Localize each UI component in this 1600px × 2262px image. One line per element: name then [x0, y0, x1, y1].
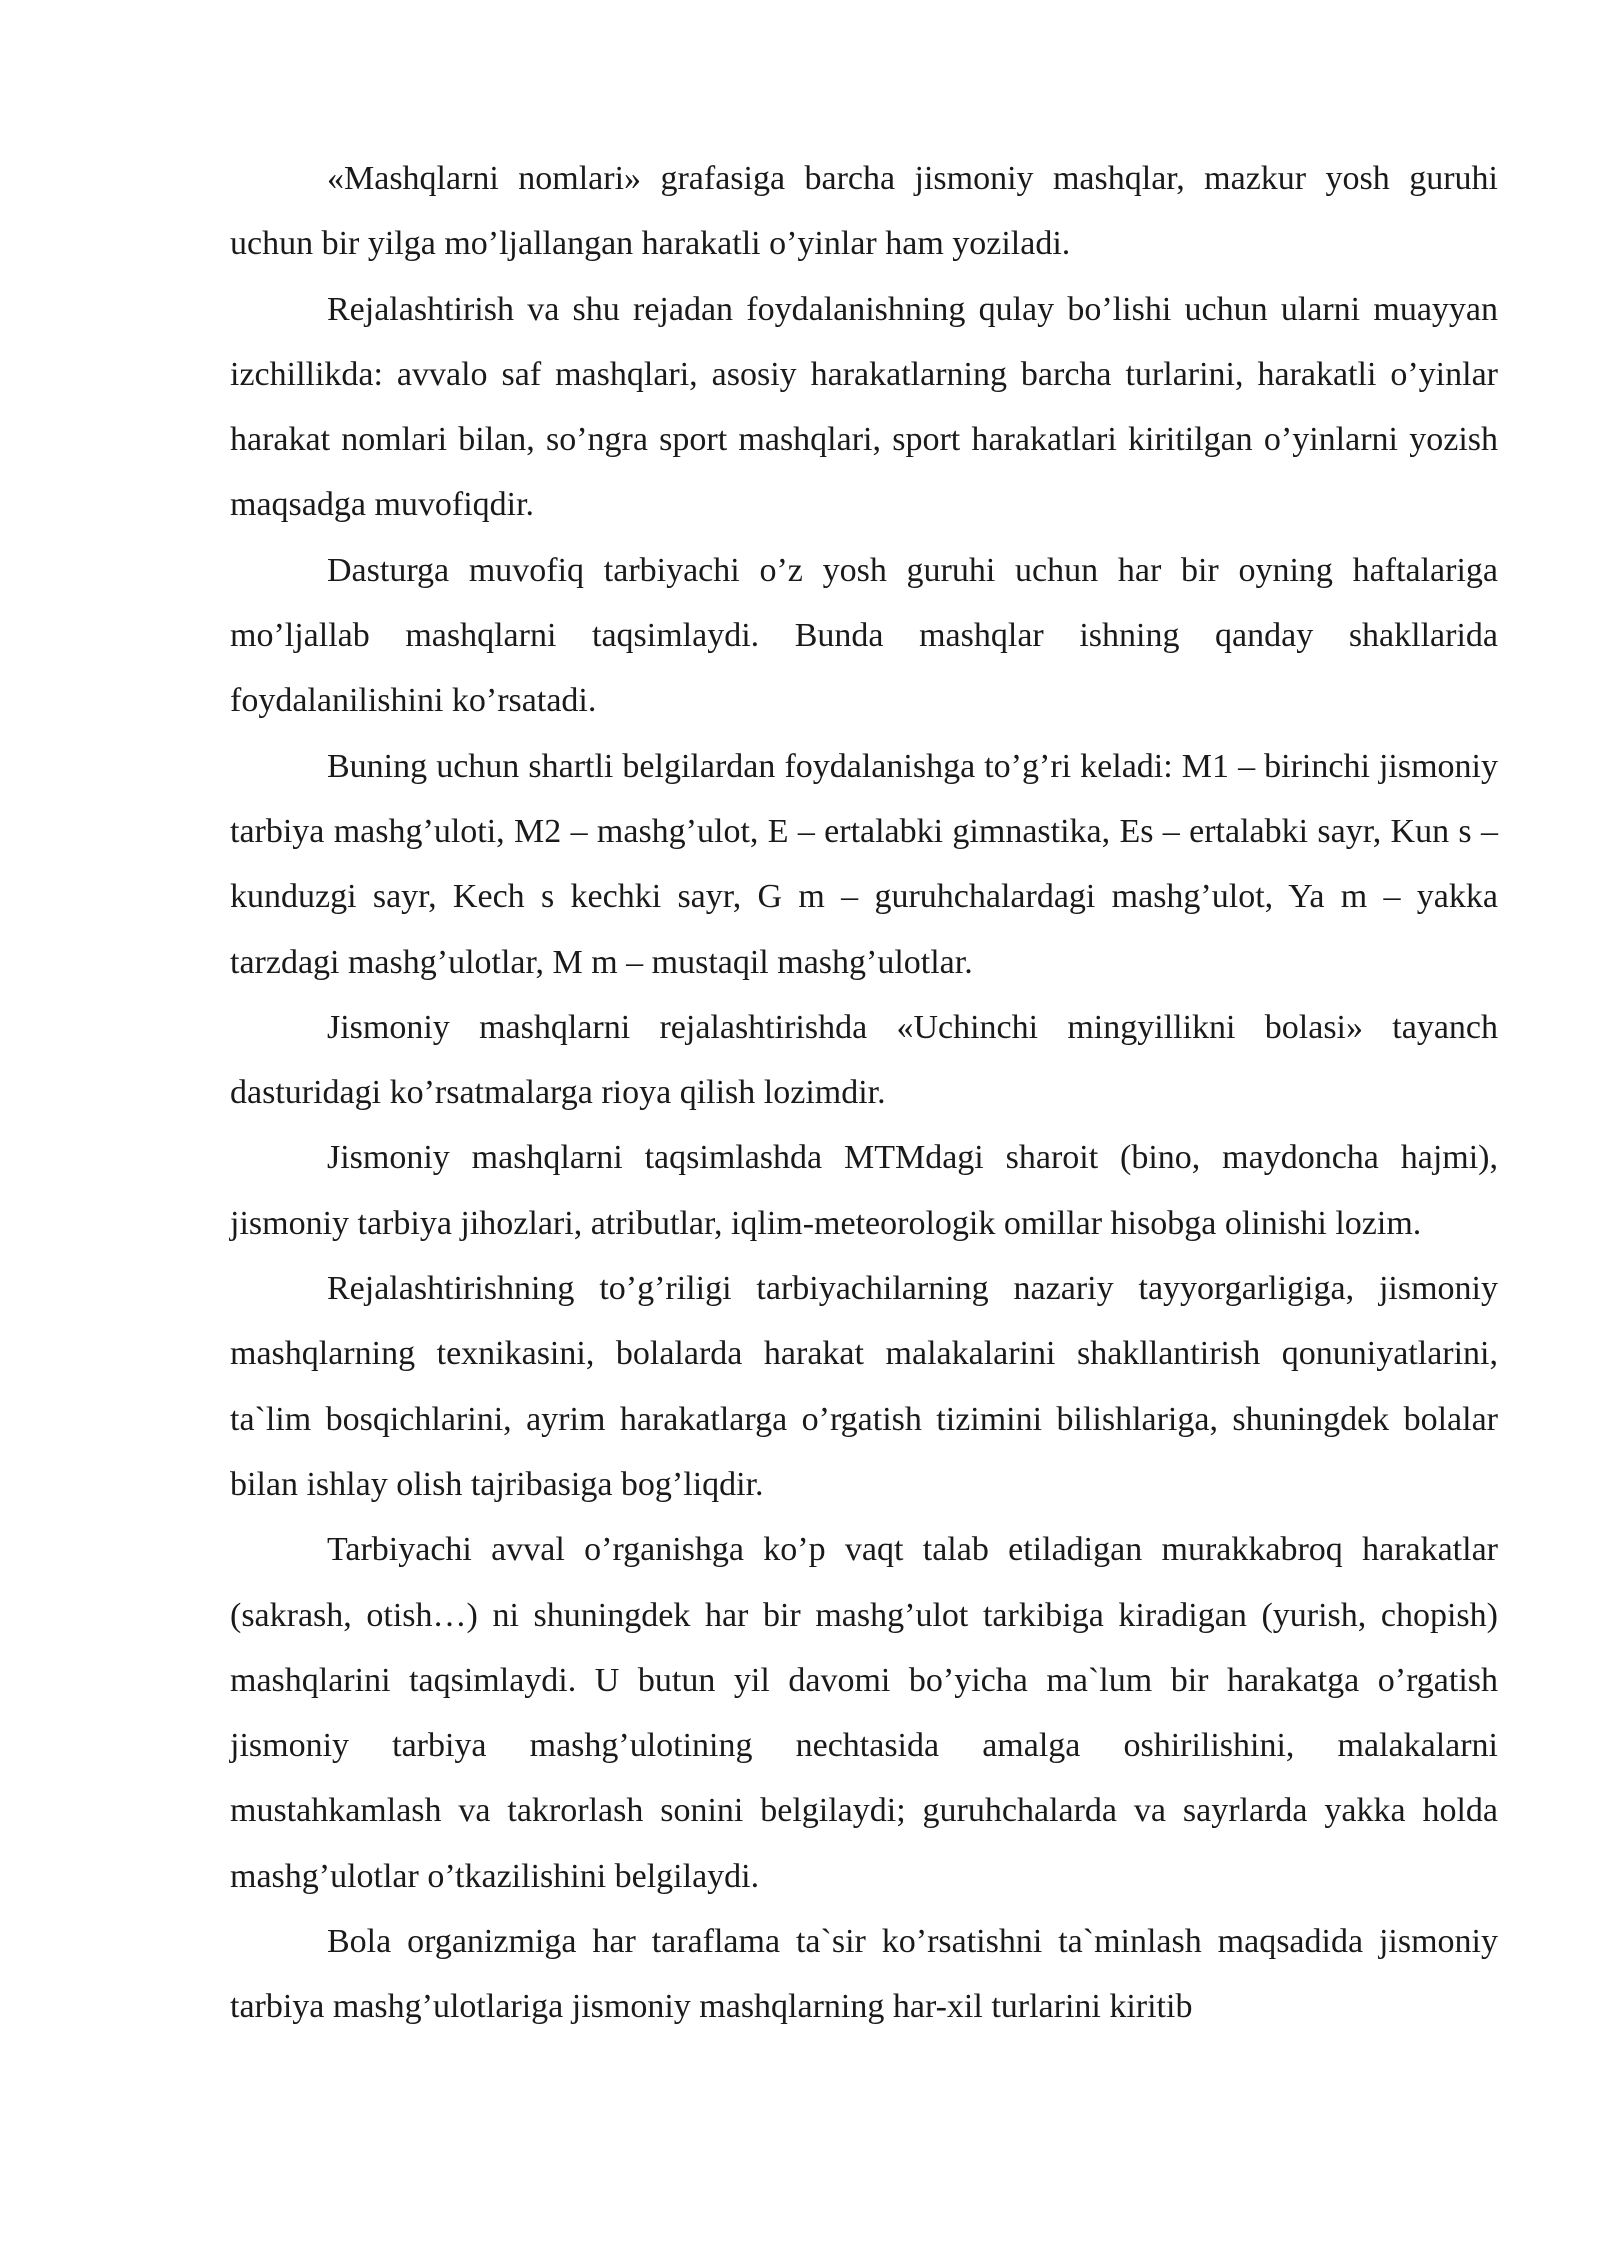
document-body — [230, 146, 1498, 2040]
paragraph-8: Tarbiyachi avval o’rganishga ko’p vaqt talab etiladigan murakkabroq harakatlar (sakrash, otish…) ni shuningdek har bir mashg’ulot tarkibiga kiradigan (yurish, chopish) mashqlarini taqsimlaydi. U butun yil davomi bo’yicha ma`lum bir harakatga o’rgatish jismoniy tarbiya mashg’ulotining nechtasida amalga oshirilishini, malakalarni mustahkamlash va takrorlash sonini belgilaydi; guruhchalarda va sayrlarda yakka holda mashg’ulotlar o’tkazilishini belgilaydi. — [230, 1531, 1498, 1895]
paragraph-5: Jismoniy mashqlarni rejalashtirishda «Uchinchi mingyillikni bolasi» tayanch dasturidagi ko’rsatmalarga rioya qilish lozimdir. — [230, 1008, 1498, 1112]
paragraph-3: Dasturga muvofiq tarbiyachi o’z yosh guruhi uchun har bir oyning haftalariga mo’ljallab mashqlarni taqsimlaydi. Bunda mashqlar ishning qanday shakllarida foydalanilishini ko’rsatadi. — [230, 551, 1498, 720]
paragraph-4: Buning uchun shartli belgilardan foydalanishga to’g’ri keladi: M1 – birinchi jismoniy tarbiya mashg’uloti, M2 – mashg’ulot, E – ertalabki gimnastika, Es – ertalabki sayr, Kun s – kunduzgi sayr, Kech s kechki sayr, G m – guruhchalardagi mashg’ulot, Ya m – yakka tarzdagi mashg’ulotlar, M m – mustaqil mashg’ulotlar. — [230, 747, 1498, 981]
paragraph-2: Rejalashtirish va shu rejadan foydalanishning qulay bo’lishi uchun ularni muayyan izchillikda: avvalo saf mashqlari, asosiy harakatlarning barcha turlarini, harakatli o’yinlar harakat nomlari bilan, so’ngra sport mashqlari, sport harakatlari kiritilgan o’yinlarni yozish maqsadga muvofiqdir. — [230, 290, 1498, 524]
paragraph-1: «Mashqlarni nomlari» grafasiga barcha jismoniy mashqlar, mazkur yosh guruhi uchun bir yilga mo’ljallangan harakatli o’yinlar ham yoziladi. — [230, 160, 1498, 263]
paragraph-9: Bola organizmiga har taraflama ta`sir ko’rsatishni ta`minlash maqsadida jismoniy tarbiya mashg’ulotlariga jismoniy mashqlarning har-xil turlarini kiritib — [230, 1923, 1498, 2026]
paragraph-6: Jismoniy mashqlarni taqsimlashda MTMdagi sharoit (bino, maydoncha hajmi), jismoniy tarbiya jihozlari, atributlar, iqlim-meteorologik omillar hisobga olinishi lozim. — [230, 1139, 1498, 1242]
paragraph-7: Rejalashtirishning to’g’riligi tarbiyachilarning nazariy tayyorgarligiga, jismoniy mashqlarning texnikasini, bolalarda harakat malakalarini shakllantirish qonuniyatlarini, ta`lim bosqichlarini, ayrim harakatlarga o’rgatish tizimini bilishlariga, shuningdek bolalar bilan ishlay olish tajribasiga bog’liqdir. — [230, 1270, 1498, 1503]
